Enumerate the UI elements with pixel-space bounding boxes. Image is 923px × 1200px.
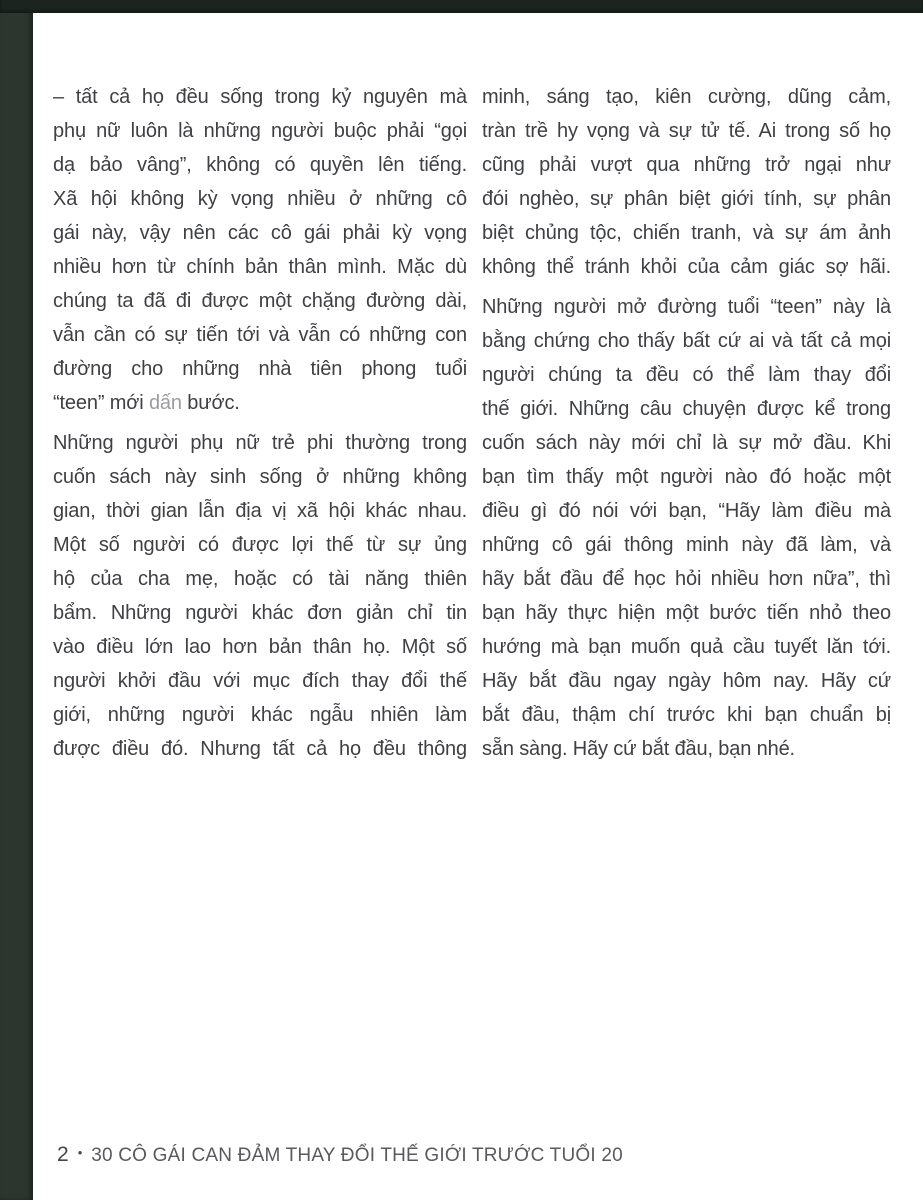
text-line: Một số người có được lợi thế từ sự ủng (53, 534, 467, 556)
scan-edge-top (0, 0, 923, 13)
footer-separator-dot: • (77, 1145, 83, 1160)
text-line: Xã hội không kỳ vọng nhiều ở những cô (53, 188, 467, 210)
text-line: thế giới. Những câu chuyện được kể trong (482, 398, 891, 420)
text-line: hãy bắt đầu để học hỏi nhiều hơn nữa”, thì (482, 568, 891, 590)
text-line: bạn tìm thấy một người nào đó hoặc một (482, 466, 891, 488)
text-line: không thể tránh khỏi của cảm giác sợ hãi. (482, 256, 891, 278)
faded-word: dấn (148, 392, 182, 414)
paragraph (53, 80, 467, 420)
page-number: 2 (57, 1143, 69, 1166)
text-line: bằng chứng cho thấy bất cứ ai và tất cả mọi (482, 330, 891, 352)
text-line: Những người mở đường tuổi “teen” này là (482, 296, 891, 318)
text-line: hướng mà bạn muốn quả cầu tuyết lăn tới. (482, 636, 891, 658)
text-line: Những người phụ nữ trẻ phi thường trong (53, 432, 467, 454)
page-footer (57, 1143, 623, 1167)
text-line: giới, những người khác ngẫu nhiên làm (53, 704, 467, 726)
text-line: đói nghèo, sự phân biệt giới tính, sự phân (482, 188, 891, 210)
text-line: dạ bảo vâng”, không có quyền lên tiếng. (53, 154, 467, 176)
text-column-left (53, 80, 467, 772)
text-line: Hãy bắt đầu ngay ngày hôm nay. Hãy cứ (482, 670, 891, 692)
text-line: cũng phải vượt qua những trở ngại như (482, 154, 891, 176)
scan-edge-left (0, 0, 33, 1200)
running-title: 30 CÔ GÁI CAN ĐẢM THAY ĐỔI THẾ GIỚI TRƯỚC TUỔI 20 (91, 1145, 623, 1166)
text-line: minh, sáng tạo, kiên cường, dũng cảm, (482, 86, 891, 108)
text-line: cuốn sách này sinh sống ở những không (53, 466, 467, 488)
text-line: người chúng ta đều có thể làm thay đổi (482, 364, 891, 386)
text-line: chúng ta đã đi được một chặng đường dài, (53, 290, 467, 312)
text-line: bắt đầu, thậm chí trước khi bạn chuẩn bị (482, 704, 891, 726)
text-line: sẵn sàng. Hãy cứ bắt đầu, bạn nhé. (482, 738, 795, 760)
paragraph (482, 80, 891, 284)
text-line: được điều đó. Nhưng tất cả họ đều thông (53, 738, 467, 760)
text-line: nhiều hơn từ chính bản thân mình. Mặc dù (53, 256, 467, 278)
text-line: đường cho những nhà tiên phong tuổi (53, 358, 467, 380)
text-line: vẫn cần có sự tiến tới và vẫn có những con (53, 324, 467, 346)
text-line: gái này, vậy nên các cô gái phải kỳ vọng (53, 222, 467, 244)
text-line: phụ nữ luôn là những người buộc phải “gọi (53, 120, 467, 142)
text-line: hộ của cha mẹ, hoặc có tài năng thiên (53, 568, 467, 590)
text-line: bẩm. Những người khác đơn giản chỉ tin (53, 602, 467, 624)
text-line: người khởi đầu với mục đích thay đổi thế (53, 670, 467, 692)
text-line (53, 386, 467, 420)
text-line: biệt chủng tộc, chiến tranh, và sự ám ảnh (482, 222, 891, 244)
text-line: những cô gái thông minh này đã làm, và (482, 534, 891, 556)
text-line: gian, thời gian lẫn địa vị xã hội khác nhau. (53, 500, 467, 522)
text-line: bạn hãy thực hiện một bước tiến nhỏ theo (482, 602, 891, 624)
text-segment: bước. (181, 392, 240, 414)
text-column-right (482, 80, 891, 772)
text-line: điều gì đó nói với bạn, “Hãy làm điều mà (482, 500, 891, 522)
body-text (53, 80, 891, 772)
paragraph (482, 290, 891, 766)
text-line: vào điều lớn lao hơn bản thân họ. Một số (53, 636, 467, 658)
text-line: – tất cả họ đều sống trong kỷ nguyên mà (53, 86, 467, 108)
paragraph (53, 426, 467, 766)
text-line: tràn trề hy vọng và sự tử tế. Ai trong số họ (482, 120, 891, 142)
text-segment: “teen” mới (53, 392, 149, 414)
text-line: cuốn sách này mới chỉ là sự mở đầu. Khi (482, 432, 891, 454)
